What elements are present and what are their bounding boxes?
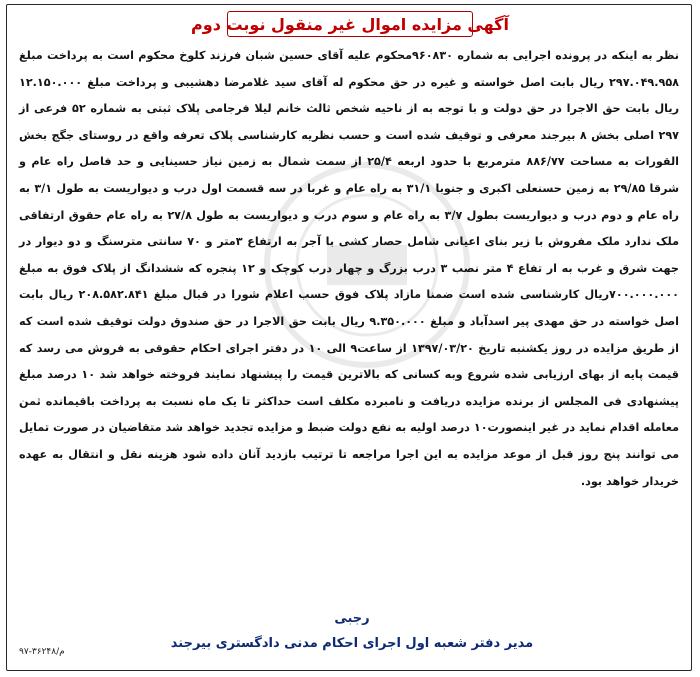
title-box: [191, 11, 509, 37]
signer-name: رجبی: [334, 611, 370, 626]
notice-frame: [6, 4, 692, 671]
signer-title: مدیر دفتر شعبه اول اجرای احکام مدنی دادگستری بیرجند: [170, 636, 534, 651]
notice-title: آگهی مزایده اموال غیر منقول نوبت دوم: [191, 14, 509, 34]
reference-code: م/۳۶۲۴۸-۹۷: [19, 647, 65, 657]
notice-body: نظر به اینکه در پرونده اجرایی به شماره ۹۶۰۸۳۰محکوم علیه آقای حسین شبان فرزند کلوخ محکوم است به پرداخت مبلغ ۲۹۷.۰۴۹.۹۵۸ ریال بابت اصل خواسته و غیره در حق محکوم له آقای سید غلامرضا دهشیبی و پرداخت مبلغ ۱۲.۱۵۰.۰۰۰ ریال بابت حق الاجرا در حق دولت و با توجه به از ناحیه شخص ثالث خانم لیلا فرجامی پلاک ثبتی به شماره ۵۲ فرعی از ۲۹۷ اصلی بخش ۸ بیرجند معرفی و توقیف شده است و حسب نظریه کارشناسی پلاک تعرفه واقع در روستای جگج بخش القورات به مساحت ۸۸۶/۷۷ مترمربع با حدود اربعه ۲۵/۴ از سمت شمال به زمین نیاز حسینایی و حد فاصل راه عام و شرقا ۲۹/۸۵ به زمین حسنعلی اکبری و جنوبا ۳۱/۱ به راه عام و غربا در سه قسمت اول درب و دیواریست به طول ۳/۱ به راه عام و دوم درب و دیواریست بطول ۳/۷ به راه عام و سوم درب و دیواریست به طول ۲۷/۸ به راه عام حقوق ارتفاقی ملک ندارد ملک مفروش با زیر بنای اعیانی شامل حصار کشی با آجر به ارتفاع ۳متر و ۷۰ سانتی مترسنگ و دو دیوار در جهت شرق و غرب به ار تفاع ۴ متر نصب ۳ درب بزرگ و چهار درب کوچک و ۱۲ پنجره که ششدانگ از پلاک فوق به مبلغ ۷۰۰.۰۰۰.۰۰۰ریال کارشناسی شده است ضمنا مازاد پلاک فوق حسب اعلام شورا در قبال مبلغ ۲۰۸.۵۸۲.۸۴۱ ریال بابت اصل خواسته در حق مهدی پیر اسدآباد و مبلغ ۹.۳۵۰.۰۰۰ ریال بابت حق الاجرا در حق صندوق دولت توقیف شده است که از طریق مزایده در روز یکشنبه تاریخ ۱۳۹۷/۰۳/۲۰ از ساعت۹ الی ۱۰ در دفتر اجرای احکام حقوقی به فروش می رسد که قیمت پایه از بهای ارزیابی شده شروع وبه کسانی که بالاترین قیمت را پیشنهاد نمایند فروخته خواهد شد ۱۰ درصد مبلغ پیشنهادی فی المجلس از برنده مزایده دریافت و نامبرده مکلف است حداکثر تا یک ماه نسبت به پرداخت باقیمانده ثمن معامله اقدام نماید در غیر اینصورت۱۰ درصد اولیه به نفع دولت ضبط و مزایده تجدید خواهد شد متقاضیان در صورت تمایل می توانند پنج روز قبل از موعد مزایده به این اجرا مراجعه تا ترتیب بازدید آنان داده شود هزینه نقل و انتقال به عهده خریدار خواهد بود.: [19, 49, 680, 488]
